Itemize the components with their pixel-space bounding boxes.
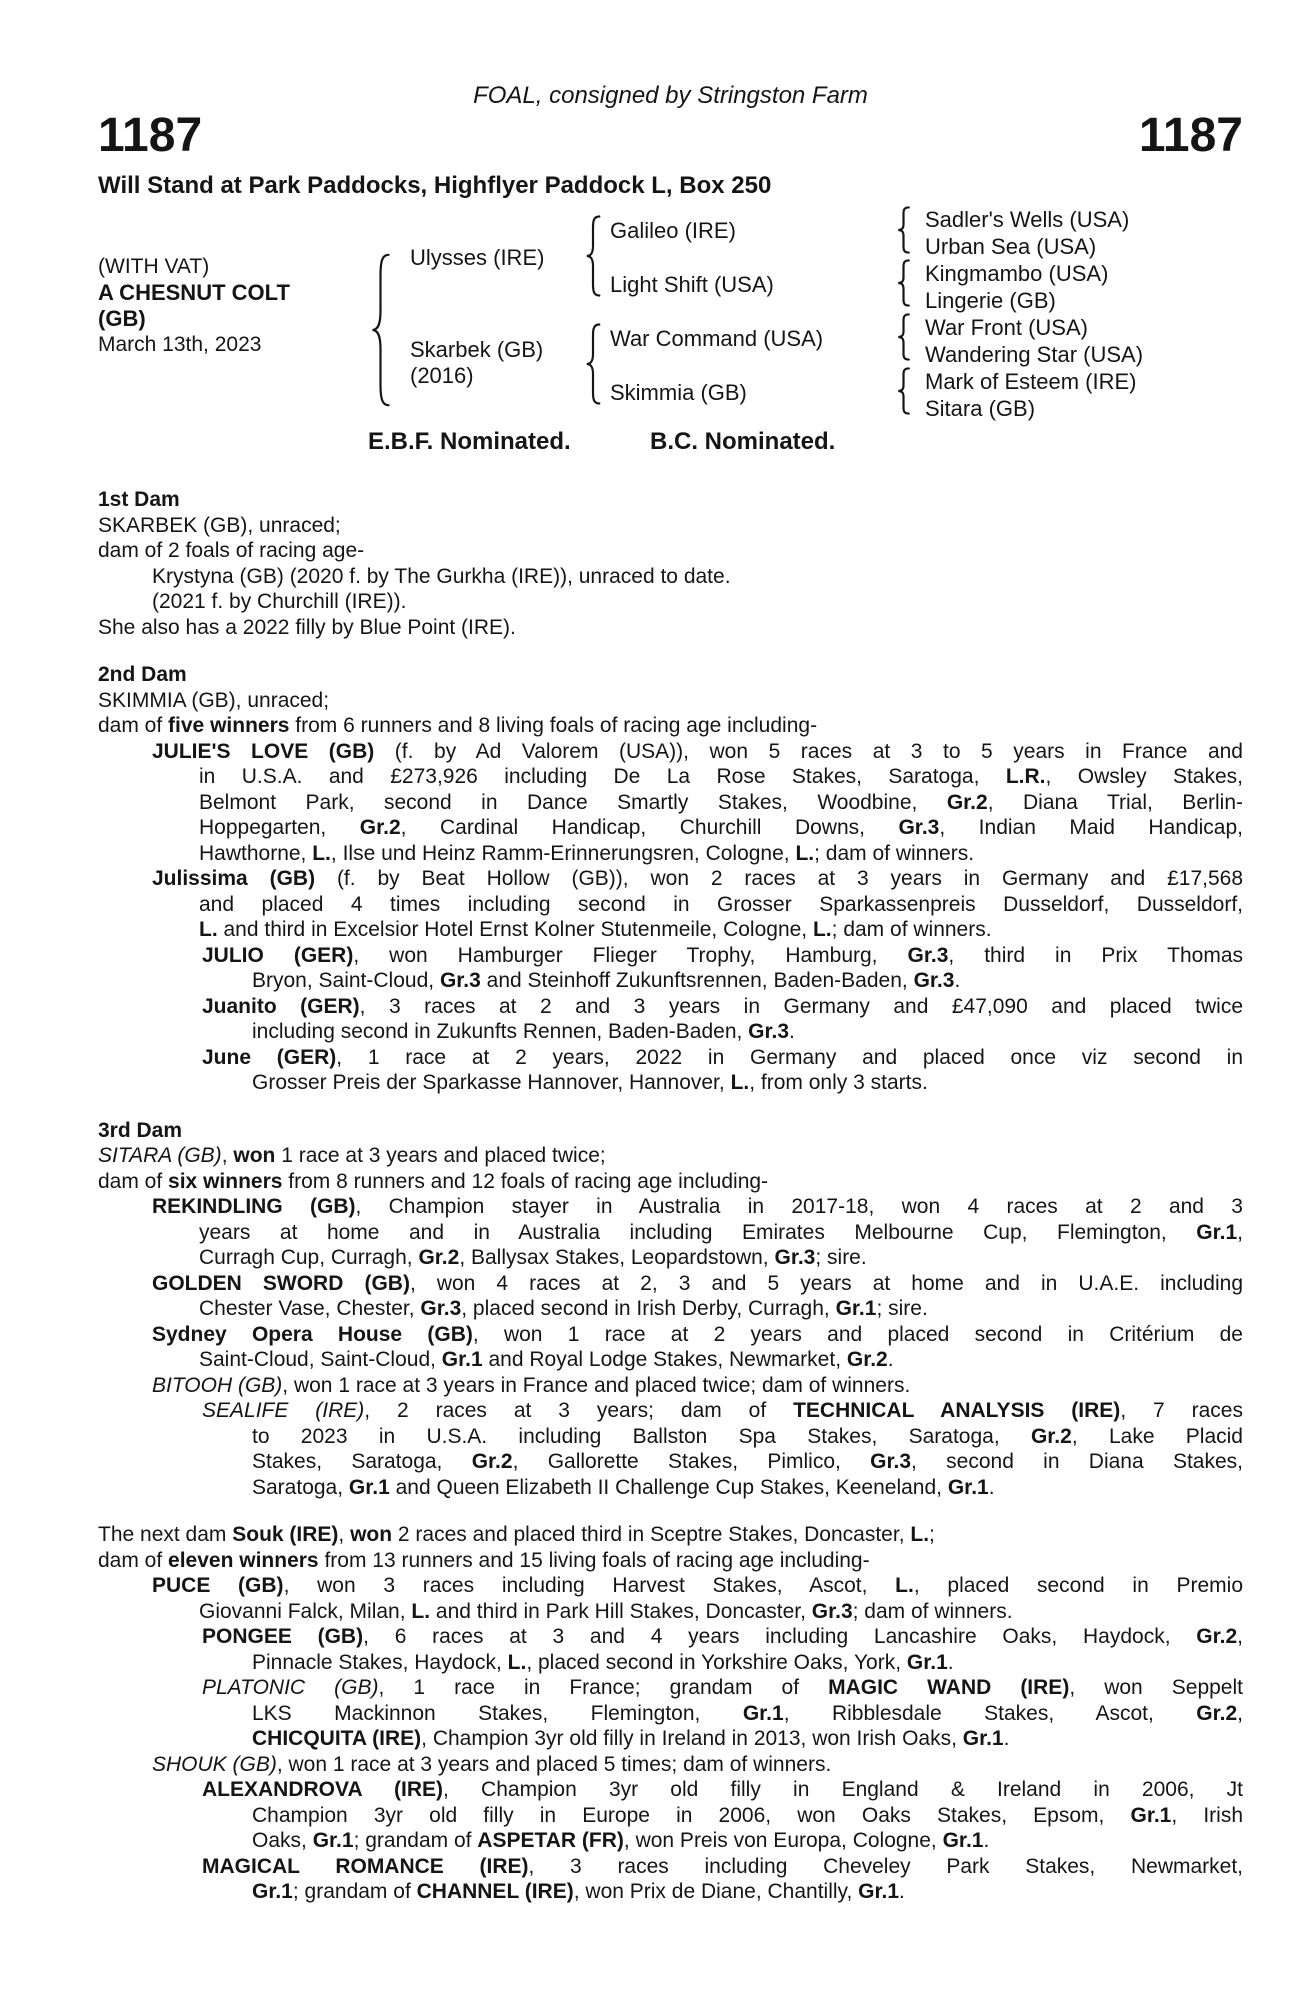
text-segment: won bbox=[350, 1523, 393, 1546]
bc-nominated-note: B.C. Nominated. bbox=[650, 428, 836, 455]
text-segment: SHOUK (GB) bbox=[152, 1752, 277, 1776]
text-segment: , won Seppelt bbox=[1069, 1676, 1243, 1699]
stand-note: Will Stand at Park Paddocks, Highflyer Paddock L, Box 250 bbox=[98, 172, 772, 199]
text-segment: , from only 3 starts. bbox=[749, 1071, 928, 1094]
brace-icon bbox=[584, 322, 602, 406]
pedigree-gen2-name: War Command (USA) bbox=[610, 326, 824, 351]
pedigree-table bbox=[0, 200, 1314, 460]
text-segment: five winners bbox=[168, 714, 290, 737]
text-segment: and Queen Elizabeth II Challenge Cup Stakes, Keeneland, bbox=[389, 1475, 948, 1499]
text-segment: Gr.1 bbox=[947, 1475, 989, 1499]
brace-icon bbox=[369, 250, 392, 410]
text-segment: , won Hamburger Flieger Trophy, Hamburg, bbox=[353, 943, 908, 967]
text-segment: from 13 runners and 15 living foals of racing age including- bbox=[318, 1548, 870, 1572]
text-segment: , won 3 races including Harvest Stakes, Ascot, bbox=[283, 1574, 896, 1597]
catalogue-text-line bbox=[98, 1169, 1243, 1195]
text-segment: and third in Excelsior Hotel Ernst Kolner Stutenmeile, Cologne, bbox=[217, 918, 813, 941]
page-header bbox=[0, 0, 1314, 200]
animal-name: A CHESNUT COLT bbox=[98, 280, 290, 305]
text-segment: Gr.2 bbox=[471, 1450, 513, 1473]
catalogue-text-line bbox=[98, 1675, 1243, 1701]
catalogue-text-line bbox=[98, 764, 1243, 790]
text-segment: . bbox=[1003, 1727, 1010, 1750]
text-segment: , placed second in Irish Derby, Curragh, bbox=[461, 1297, 836, 1320]
text-segment: dam of bbox=[98, 714, 169, 737]
text-segment: , won Prix de Diane, Chantilly, bbox=[573, 1880, 859, 1903]
text-segment: PUCE (GB) bbox=[152, 1574, 284, 1597]
catalogue-text-line bbox=[98, 1803, 1243, 1829]
text-segment: Grosser Preis der Sparkasse Hannover, Hannover, bbox=[252, 1071, 731, 1094]
text-segment: , second in Diana Stakes, bbox=[911, 1450, 1243, 1473]
text-segment: , Champion 3yr old filly in England & Ireland in 2006, Jt bbox=[443, 1778, 1244, 1801]
lot-number-left: 1187 bbox=[98, 109, 203, 162]
text-segment: Gr.2 bbox=[1196, 1625, 1238, 1648]
text-segment: 1 race at 3 years and placed twice; bbox=[275, 1144, 606, 1167]
text-segment: , Cardinal Handicap, Churchill Downs, bbox=[400, 816, 899, 839]
text-segment: , Ribblesdale Stakes, Ascot, bbox=[783, 1701, 1197, 1725]
text-segment: , won 1 race at 2 years and placed second in Critérium de bbox=[472, 1322, 1243, 1346]
text-segment: , Indian Maid Handicap, bbox=[939, 816, 1243, 839]
text-segment: , 1 race in France; grandam of bbox=[378, 1676, 829, 1699]
text-segment: Gr.3 bbox=[420, 1297, 462, 1320]
text-segment: Stakes, Saratoga, bbox=[252, 1450, 472, 1473]
catalogue-text-line bbox=[98, 968, 1243, 994]
catalogue-text-line bbox=[98, 1548, 1243, 1574]
text-segment: , 2 races at 3 years; dam of bbox=[364, 1399, 794, 1422]
text-segment: , third in Prix Thomas bbox=[948, 943, 1244, 967]
catalogue-text-line bbox=[98, 943, 1243, 969]
text-segment: , Owsley Stakes, bbox=[1045, 765, 1244, 788]
text-segment: Gr.1 bbox=[906, 1650, 948, 1674]
text-segment: , bbox=[221, 1144, 234, 1167]
text-segment: . bbox=[789, 1020, 795, 1043]
text-segment: The next dam bbox=[98, 1523, 233, 1546]
text-segment: Krystyna (GB) (2020 f. by The Gurkha (IRE)), unraced to date. bbox=[152, 564, 731, 588]
pedigree-gen2-name: Light Shift (USA) bbox=[610, 272, 774, 297]
text-segment: L. bbox=[507, 1650, 527, 1674]
catalogue-text-line bbox=[98, 790, 1243, 816]
text-segment: Gr.1 bbox=[742, 1701, 784, 1725]
catalogue-text-line bbox=[98, 866, 1243, 892]
catalogue-text-line bbox=[98, 538, 1243, 564]
section-heading: 1st Dam bbox=[98, 488, 180, 511]
text-segment: LKS Mackinnon Stakes, Flemington, bbox=[252, 1701, 743, 1725]
text-segment: CHANNEL (IRE) bbox=[416, 1880, 574, 1903]
text-segment: (f. by Ad Valorem (USA)), won 5 races at 3 to 5 years in France and bbox=[374, 739, 1243, 763]
text-segment: , 7 races bbox=[1120, 1399, 1243, 1422]
text-segment: , Champion 3yr old filly in Ireland in 2013, won Irish Oaks, bbox=[421, 1727, 963, 1750]
text-segment: L. bbox=[895, 1574, 914, 1597]
section-heading: 2nd Dam bbox=[98, 663, 187, 686]
text-segment: from 6 runners and 8 living foals of racing age including- bbox=[289, 714, 818, 737]
catalogue-text-line bbox=[98, 1854, 1243, 1880]
text-segment: Gr.2 bbox=[418, 1246, 460, 1269]
text-segment: June (GER) bbox=[202, 1045, 337, 1069]
catalogue-text-line bbox=[98, 841, 1243, 867]
text-segment: Gr.1 bbox=[348, 1475, 390, 1499]
text-segment: and placed 4 times including second in Grosser Sparkassenpreis Dusseldorf, Dusseldorf, bbox=[199, 892, 1243, 916]
catalogue-text-line bbox=[98, 1449, 1243, 1475]
text-segment: , Ballysax Stakes, Leopardstown, bbox=[459, 1246, 775, 1269]
text-segment: She also has a 2022 filly by Blue Point (IRE). bbox=[98, 615, 516, 639]
catalogue-text-line bbox=[98, 1322, 1243, 1348]
text-segment: Gr.1 bbox=[1130, 1803, 1172, 1827]
brace-icon bbox=[896, 259, 911, 307]
text-segment: Hoppegarten, bbox=[199, 816, 360, 839]
text-segment: ; dam of winners. bbox=[852, 1599, 1013, 1623]
text-segment: six winners bbox=[168, 1169, 283, 1193]
vat-note: (WITH VAT) bbox=[98, 255, 210, 278]
catalogue-text-line bbox=[98, 1045, 1243, 1071]
text-segment: dam of 2 foals of racing age- bbox=[98, 539, 365, 562]
text-segment: and Steinhoff Zukunftsrennen, Baden-Baden, bbox=[480, 969, 914, 992]
text-segment: Gr.2 bbox=[359, 816, 401, 839]
pedigree-gen3-name: Mark of Esteem (IRE) bbox=[925, 369, 1137, 394]
brace-icon bbox=[896, 313, 911, 361]
catalogue-text-line bbox=[98, 1296, 1243, 1322]
text-segment: , won 1 race at 3 years and placed 5 times; dam of winners. bbox=[276, 1752, 832, 1776]
text-segment: , Diana Trial, Berlin- bbox=[987, 790, 1243, 814]
catalogue-text-line bbox=[98, 917, 1243, 943]
text-segment: (f. by Beat Hollow (GB)), won 2 races at 3 years in Germany and £17,568 bbox=[315, 867, 1244, 890]
text-segment: , Lake Placid bbox=[1071, 1424, 1243, 1448]
text-segment: Gr.2 bbox=[1030, 1424, 1072, 1448]
catalogue-text-line bbox=[98, 713, 1243, 739]
text-segment: Giovanni Falck, Milan, bbox=[199, 1599, 412, 1623]
text-segment: JULIE'S LOVE (GB) bbox=[152, 739, 375, 763]
text-segment: Gr.3 bbox=[870, 1450, 912, 1473]
text-segment: MAGIC WAND (IRE) bbox=[828, 1676, 1070, 1699]
text-segment: , bbox=[1237, 1625, 1243, 1648]
text-segment: Gr.1 bbox=[942, 1829, 984, 1852]
text-segment: Bryon, Saint-Cloud, bbox=[252, 969, 440, 992]
text-segment: Chester Vase, Chester, bbox=[199, 1297, 421, 1320]
text-segment: CHICQUITA (IRE) bbox=[252, 1727, 422, 1750]
text-segment: PLATONIC (GB) bbox=[202, 1676, 379, 1699]
text-segment: SKARBEK (GB), unraced; bbox=[98, 513, 341, 537]
text-segment: L. bbox=[312, 841, 331, 865]
pedigree-gen3-name: War Front (USA) bbox=[925, 315, 1088, 340]
catalogue-text-line bbox=[98, 1424, 1243, 1450]
text-segment: L. bbox=[812, 918, 832, 941]
text-segment: years at home and in Australia including Emirates Melbourne Cup, Flemington, bbox=[199, 1220, 1197, 1244]
catalogue-text-line bbox=[98, 1220, 1243, 1246]
text-segment: and Royal Lodge Stakes, Newmarket, bbox=[482, 1348, 847, 1371]
text-segment: Pinnacle Stakes, Haydock, bbox=[252, 1650, 508, 1674]
catalogue-text-line bbox=[98, 994, 1243, 1020]
text-segment: 2 races and placed third in Sceptre Stakes, Doncaster, bbox=[392, 1523, 911, 1546]
text-segment: . bbox=[947, 1650, 954, 1674]
catalogue-text-line bbox=[98, 688, 1243, 714]
text-segment: , bbox=[1237, 1701, 1244, 1725]
catalogue-text-line bbox=[98, 1070, 1243, 1096]
pedigree-dam-year: (2016) bbox=[410, 363, 474, 388]
pedigree-sire: Ulysses (IRE) bbox=[410, 245, 545, 270]
text-segment: . bbox=[983, 1829, 990, 1852]
pedigree-gen3-name: Sitara (GB) bbox=[925, 396, 1036, 421]
text-segment: SITARA (GB) bbox=[98, 1144, 222, 1167]
text-segment: , Gallorette Stakes, Pimlico, bbox=[512, 1450, 871, 1473]
text-segment: Gr.3 bbox=[913, 969, 955, 992]
text-segment: Souk (IRE) bbox=[232, 1523, 339, 1546]
text-segment: dam of bbox=[98, 1169, 169, 1193]
brace-icon bbox=[584, 214, 602, 298]
brace-icon bbox=[896, 367, 911, 415]
pedigree-gen3-name: Wandering Star (USA) bbox=[925, 342, 1144, 367]
catalogue-text-line bbox=[98, 1777, 1243, 1803]
animal-suffix: (GB) bbox=[98, 306, 146, 331]
text-segment: SKIMMIA (GB), unraced; bbox=[98, 688, 330, 712]
text-segment: , won 1 race at 3 years in France and placed twice; dam of winners. bbox=[282, 1373, 911, 1397]
text-segment: , 1 race at 2 years, 2022 in Germany and placed once viz second in bbox=[336, 1045, 1243, 1069]
text-segment: Gr.1 bbox=[962, 1727, 1004, 1750]
ebf-nominated-note: E.B.F. Nominated. bbox=[368, 428, 571, 455]
text-segment: , Champion stayer in Australia in 2017-18, won 4 races at 2 and 3 bbox=[355, 1195, 1243, 1218]
catalogue-text-line bbox=[98, 589, 1243, 615]
text-segment: Gr.1 bbox=[835, 1297, 877, 1320]
text-segment: ; grandam of bbox=[292, 1880, 417, 1903]
text-segment: Juanito (GER) bbox=[202, 994, 360, 1018]
text-segment: JULIO (GER) bbox=[202, 943, 354, 967]
catalogue-text-line bbox=[98, 564, 1243, 590]
text-segment: Gr.2 bbox=[1196, 1701, 1238, 1725]
text-segment: ; dam of winners. bbox=[814, 841, 975, 865]
text-segment: ; grandam of bbox=[353, 1829, 478, 1852]
text-segment: . bbox=[887, 1348, 894, 1371]
text-segment: Gr.3 bbox=[907, 943, 949, 967]
next-dam-section bbox=[98, 1522, 1243, 1905]
text-segment: Champion 3yr old filly in Europe in 2006, won Oaks Stakes, Epsom, bbox=[252, 1803, 1131, 1827]
pedigree-gen3-name: Kingmambo (USA) bbox=[925, 261, 1109, 286]
catalogue-text-line bbox=[98, 1347, 1243, 1373]
text-segment: REKINDLING (GB) bbox=[152, 1195, 356, 1218]
text-segment: , placed second in Yorkshire Oaks, York, bbox=[526, 1650, 907, 1674]
text-segment: ; sire. bbox=[815, 1246, 867, 1269]
catalogue-text-line bbox=[98, 1019, 1243, 1045]
catalogue-text-line bbox=[98, 1879, 1243, 1905]
text-segment: Julissima (GB) bbox=[152, 867, 316, 890]
lot-number-right: 1187 bbox=[1138, 109, 1243, 162]
pedigree-gen3-name: Lingerie (GB) bbox=[925, 288, 1056, 313]
catalogue-text-line bbox=[98, 1245, 1243, 1271]
catalogue-text-line bbox=[98, 1650, 1243, 1676]
text-segment: including second in Zukunfts Rennen, Baden-Baden, bbox=[252, 1020, 749, 1043]
text-segment: Oaks, bbox=[252, 1829, 313, 1852]
text-segment: Gr.3 bbox=[439, 969, 481, 992]
text-segment: Gr.3 bbox=[748, 1020, 790, 1043]
text-segment: , won 4 races at 2, 3 and 5 years at home and in U.A.E. including bbox=[409, 1271, 1243, 1295]
text-segment: Gr.1 bbox=[312, 1829, 354, 1852]
text-segment: ; dam of winners. bbox=[831, 918, 992, 941]
catalogue-text-line bbox=[98, 1194, 1243, 1220]
text-segment: L. bbox=[910, 1523, 930, 1546]
text-segment: Gr.3 bbox=[774, 1246, 816, 1269]
catalogue-text-line bbox=[98, 1143, 1243, 1169]
text-segment: BITOOH (GB) bbox=[152, 1373, 283, 1397]
text-segment: Saratoga, bbox=[252, 1475, 349, 1499]
second-dam-section bbox=[98, 662, 1243, 1096]
text-segment: L. bbox=[199, 918, 218, 941]
pedigree-gen2-name: Skimmia (GB) bbox=[610, 380, 747, 405]
text-segment: Curragh Cup, Curragh, bbox=[199, 1246, 419, 1269]
text-segment: . bbox=[899, 1880, 905, 1903]
text-segment: Belmont Park, second in Dance Smartly Stakes, Woodbine, bbox=[199, 790, 947, 814]
catalogue-text-line bbox=[98, 513, 1243, 539]
text-segment: , bbox=[1237, 1220, 1243, 1244]
text-segment: L. bbox=[730, 1071, 750, 1094]
pedigree-gen3-name: Urban Sea (USA) bbox=[925, 234, 1097, 259]
text-segment: Gr.1 bbox=[441, 1348, 483, 1371]
text-segment: ; sire. bbox=[876, 1297, 928, 1320]
text-segment: , won Preis von Europa, Cologne, bbox=[623, 1829, 943, 1852]
consignor-line: FOAL, consigned by Stringston Farm bbox=[473, 82, 868, 109]
text-segment: TECHNICAL ANALYSIS (IRE) bbox=[793, 1399, 1121, 1422]
text-segment: . bbox=[988, 1475, 995, 1499]
text-segment: Gr.3 bbox=[811, 1599, 853, 1623]
catalogue-text-line bbox=[98, 1398, 1243, 1424]
text-segment: Gr.1 bbox=[252, 1880, 293, 1903]
text-segment: to 2023 in U.S.A. including Ballston Spa Stakes, Saratoga, bbox=[252, 1424, 1031, 1448]
brace-icon bbox=[896, 206, 911, 254]
text-segment: ; bbox=[929, 1523, 935, 1546]
text-segment: L. bbox=[795, 841, 815, 865]
pedigree-dam: Skarbek (GB) bbox=[410, 337, 544, 362]
text-segment: in U.S.A. and £273,926 including De La Rose Stakes, Saratoga, bbox=[199, 765, 1006, 788]
pedigree-gen3-name: Sadler's Wells (USA) bbox=[925, 207, 1130, 232]
catalogue-text-line bbox=[98, 1828, 1243, 1854]
catalogue-text-line bbox=[98, 815, 1243, 841]
text-segment: , 6 races at 3 and 4 years including Lancashire Oaks, Haydock, bbox=[363, 1625, 1197, 1648]
text-segment: , placed second in Premio bbox=[913, 1574, 1244, 1597]
catalogue-text-line bbox=[98, 1475, 1243, 1501]
text-segment: and third in Park Hill Stakes, Doncaster, bbox=[430, 1599, 812, 1623]
catalogue-text-line bbox=[98, 1726, 1243, 1752]
text-segment: Saint-Cloud, Saint-Cloud, bbox=[199, 1348, 442, 1371]
catalogue-text-line bbox=[98, 739, 1243, 765]
text-segment: , 3 races at 2 and 3 years in Germany and £47,090 and placed twice bbox=[359, 994, 1243, 1018]
text-segment: L. bbox=[411, 1599, 431, 1623]
text-segment: L.R. bbox=[1005, 765, 1046, 788]
third-dam-section bbox=[98, 1118, 1243, 1501]
first-dam-section bbox=[98, 487, 1243, 640]
text-segment: Gr.1 bbox=[858, 1880, 900, 1903]
text-segment: , Irish bbox=[1171, 1803, 1244, 1827]
catalogue-text-line bbox=[98, 1599, 1243, 1625]
text-segment: Sydney Opera House (GB) bbox=[152, 1322, 473, 1346]
text-segment: Gr.1 bbox=[1196, 1220, 1238, 1244]
catalogue-body bbox=[98, 487, 1243, 1927]
text-segment: eleven winners bbox=[168, 1548, 319, 1572]
text-segment: PONGEE (GB) bbox=[202, 1625, 364, 1648]
text-segment: ALEXANDROVA (IRE) bbox=[202, 1778, 444, 1801]
text-segment: Gr.3 bbox=[898, 816, 940, 839]
text-segment: dam of bbox=[98, 1548, 169, 1572]
text-segment: . bbox=[954, 969, 961, 992]
text-segment: Hawthorne, bbox=[199, 841, 313, 865]
catalogue-text-line bbox=[98, 1752, 1243, 1778]
text-segment: , bbox=[338, 1523, 351, 1546]
catalogue-text-line bbox=[98, 615, 1243, 641]
pedigree-gen2-name: Galileo (IRE) bbox=[610, 218, 736, 243]
text-segment: Gr.2 bbox=[846, 1348, 888, 1371]
text-segment: won bbox=[233, 1144, 276, 1167]
catalogue-text-line bbox=[98, 892, 1243, 918]
catalogue-text-line bbox=[98, 1271, 1243, 1297]
foal-date: March 13th, 2023 bbox=[98, 333, 262, 356]
text-segment: , Ilse und Heinz Ramm-Erinnerungsren, Cologne, bbox=[330, 841, 796, 865]
catalogue-text-line bbox=[98, 1701, 1243, 1727]
text-segment: GOLDEN SWORD (GB) bbox=[152, 1271, 410, 1295]
text-segment: SEALIFE (IRE) bbox=[202, 1399, 365, 1422]
text-segment: MAGICAL ROMANCE (IRE) bbox=[202, 1854, 529, 1878]
text-segment: Gr.2 bbox=[946, 790, 988, 814]
text-segment: ASPETAR (FR) bbox=[477, 1829, 624, 1852]
catalogue-text-line bbox=[98, 1522, 1243, 1548]
section-heading: 3rd Dam bbox=[98, 1118, 183, 1142]
text-segment: , 3 races including Cheveley Park Stakes, Newmarket, bbox=[528, 1854, 1244, 1878]
catalogue-text-line bbox=[98, 1373, 1243, 1399]
catalogue-text-line bbox=[98, 1573, 1243, 1599]
text-segment: from 8 runners and 12 foals of racing age including- bbox=[282, 1169, 769, 1193]
animal-block bbox=[98, 254, 378, 358]
text-segment: (2021 f. by Churchill (IRE)). bbox=[152, 590, 407, 613]
catalogue-text-line bbox=[98, 1624, 1243, 1650]
